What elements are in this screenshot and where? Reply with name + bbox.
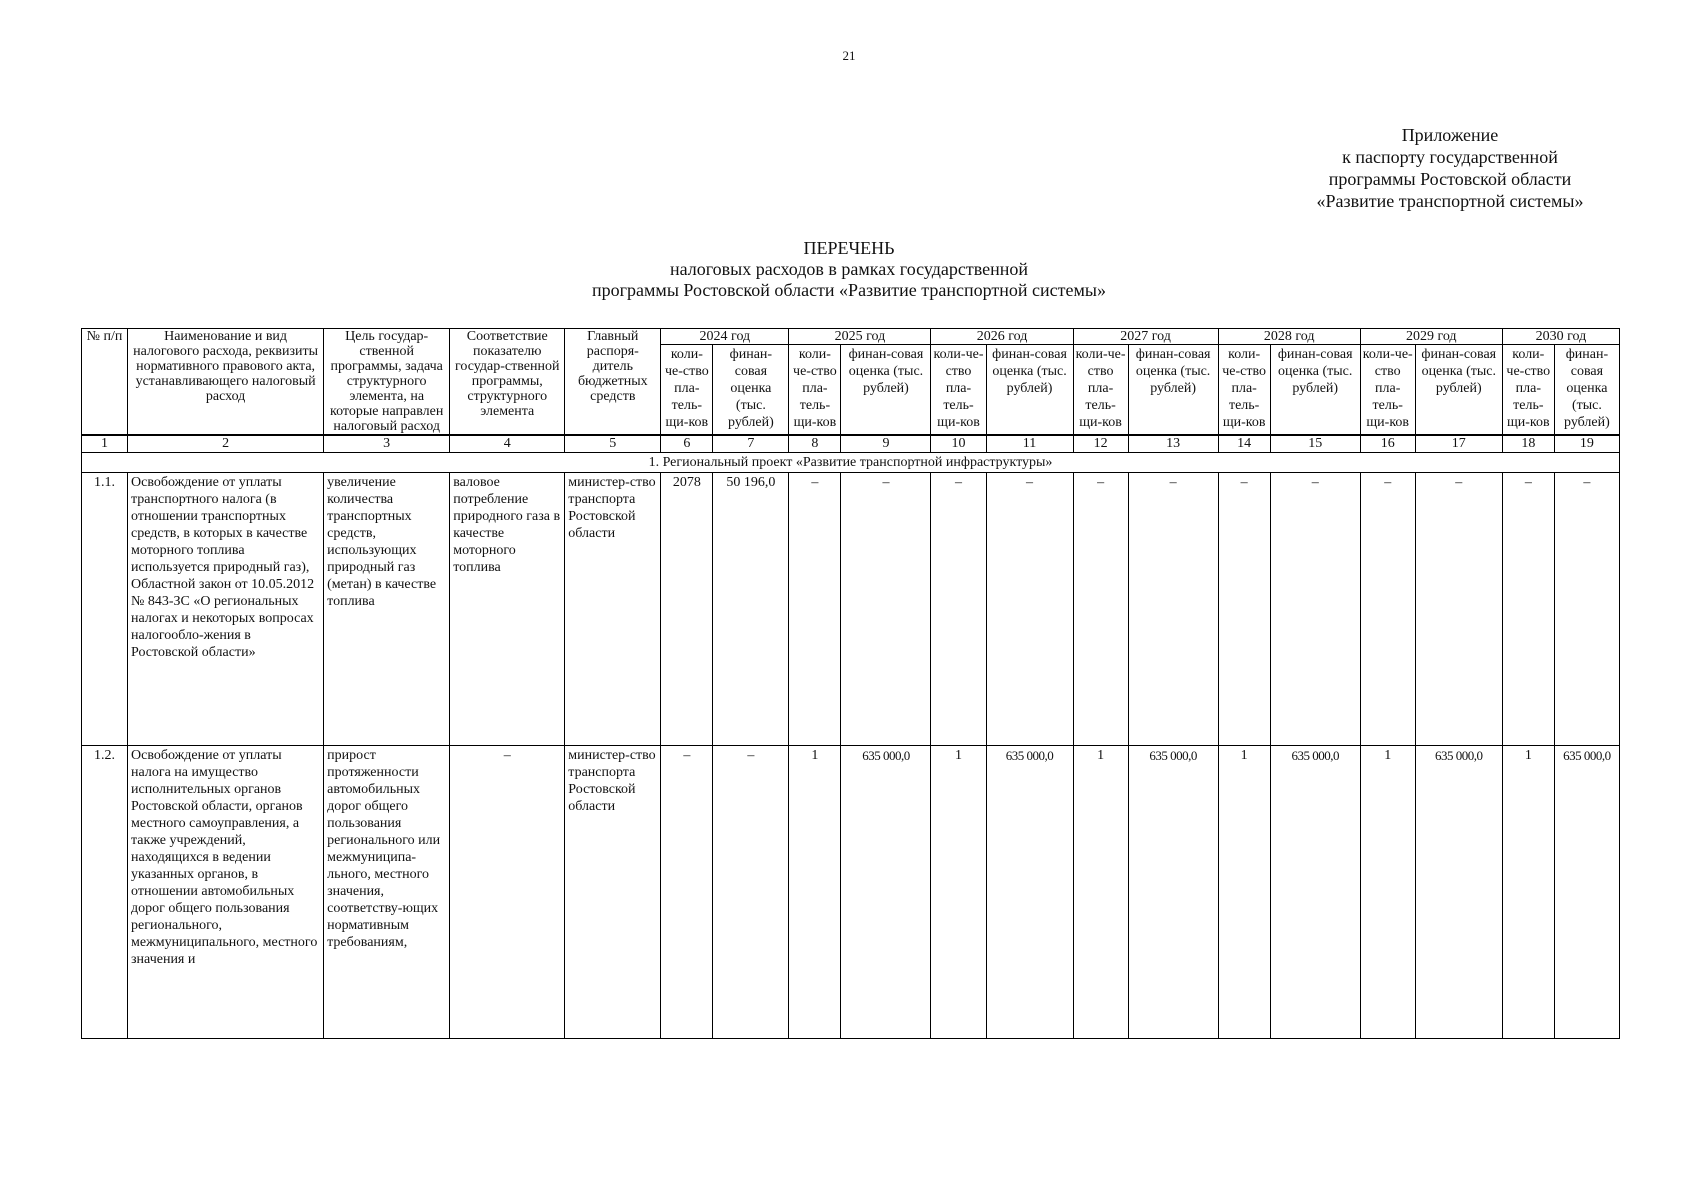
row-value: 635 000,0 xyxy=(1554,746,1619,1039)
column-number: 13 xyxy=(1128,435,1218,453)
column-number: 15 xyxy=(1270,435,1360,453)
row-value: – xyxy=(1554,473,1619,746)
column-number: 9 xyxy=(841,435,931,453)
column-number: 6 xyxy=(661,435,713,453)
header-financial: финан-совая оценка (тыс. рублей) xyxy=(1128,345,1218,436)
header-year: 2027 год xyxy=(1073,329,1218,345)
row-name: Освобождение от уплаты транспортного налога (в отношении транспортных средств, в которых в качестве моторного топлива используется природный газ), Областной закон от 10.05.2012 № 843-ЗС «О региональных налогах и некоторых вопросах налогообло-жения в Ростовской области» xyxy=(128,473,324,746)
tax-expenditure-table xyxy=(81,328,1620,1039)
row-goal: увеличение количества транспортных средств, использующих природный газ (метан) в качестве топлива xyxy=(324,473,450,746)
row-value: 1 xyxy=(931,746,986,1039)
row-value: – xyxy=(1128,473,1218,746)
row-value: 635 000,0 xyxy=(1270,746,1360,1039)
row-number: 1.1. xyxy=(82,473,128,746)
section-row xyxy=(82,453,1620,473)
header-financial: финан-совая оценка (тыс. рублей) xyxy=(1554,345,1619,436)
row-name: Освобождение от уплаты налога на имущество исполнительных органов Ростовской области, органов местного самоуправления, а также учреждений, находящихся в ведении указанных органов, в отношении автомобильных дорог общего пользования регионального, межмуниципального, местного значения и xyxy=(128,746,324,1039)
page-number: 21 xyxy=(842,48,856,63)
column-number: 2 xyxy=(128,435,324,453)
appendix-line: «Развитие транспортной системы» xyxy=(1316,191,1584,211)
row-value: – xyxy=(1502,473,1554,746)
row-value: 50 196,0 xyxy=(713,473,789,746)
header-goal: Цель государ-ственной программы, задача структурного элемента, на которые направлен налоговый расход xyxy=(324,329,450,436)
appendix-line: программы Ростовской области xyxy=(1328,169,1572,189)
column-number: 1 xyxy=(82,435,128,453)
title-line: налоговых расходов в рамках государственной xyxy=(669,259,1029,279)
header-indicator: Соответствие показателю государ-ственной программы, структурного элемента xyxy=(450,329,565,436)
row-value: – xyxy=(789,473,841,746)
row-value: – xyxy=(931,473,986,746)
row-value: 1 xyxy=(1360,746,1415,1039)
column-number: 17 xyxy=(1415,435,1502,453)
row-value: 1 xyxy=(1502,746,1554,1039)
table-row xyxy=(82,473,1620,746)
row-number: 1.2. xyxy=(82,746,128,1039)
row-value: – xyxy=(1270,473,1360,746)
title-line: ПЕРЕЧЕНЬ xyxy=(803,238,895,258)
row-manager: министер-ство транспорта Ростовской области xyxy=(565,473,661,746)
row-value: – xyxy=(661,746,713,1039)
header-year: 2025 год xyxy=(789,329,931,345)
header-year: 2030 год xyxy=(1502,329,1619,345)
appendix-line: Приложение xyxy=(1401,125,1499,145)
row-indicator: – xyxy=(450,746,565,1039)
column-number: 4 xyxy=(450,435,565,453)
header-manager: Главный распоря-дитель бюджетных средств xyxy=(565,329,661,436)
row-value: 635 000,0 xyxy=(986,746,1073,1039)
row-value: – xyxy=(1218,473,1270,746)
header-year: 2029 год xyxy=(1360,329,1502,345)
column-number: 18 xyxy=(1502,435,1554,453)
header-name: Наименование и вид налогового расхода, реквизиты нормативного правового акта, устанавливающего налоговый расход xyxy=(128,329,324,436)
row-value: 635 000,0 xyxy=(1128,746,1218,1039)
row-value: 1 xyxy=(789,746,841,1039)
row-value: 1 xyxy=(1218,746,1270,1039)
table-row xyxy=(82,746,1620,1039)
appendix-block xyxy=(1280,124,1620,212)
header-count: коли-че-ство пла-тель-щи-ков xyxy=(1502,345,1554,436)
row-value: – xyxy=(841,473,931,746)
row-value: – xyxy=(1415,473,1502,746)
header-financial: финан-совая оценка (тыс. рублей) xyxy=(986,345,1073,436)
column-number: 10 xyxy=(931,435,986,453)
column-number: 7 xyxy=(713,435,789,453)
column-number: 3 xyxy=(324,435,450,453)
row-value: 2078 xyxy=(661,473,713,746)
header-count: коли-че-ство пла-тель-щи-ков xyxy=(789,345,841,436)
row-indicator: валовое потребление природного газа в качестве моторного топлива xyxy=(450,473,565,746)
header-financial: финан-совая оценка (тыс. рублей) xyxy=(713,345,789,436)
header-count: коли-че-ство пла-тель-щи-ков xyxy=(1360,345,1415,436)
title-line: программы Ростовской области «Развитие транспортной системы» xyxy=(592,280,1106,300)
header-count: коли-че-ство пла-тель-щи-ков xyxy=(661,345,713,436)
section-title: 1. Региональный проект «Развитие транспортной инфраструктуры» xyxy=(82,453,1620,473)
column-number: 11 xyxy=(986,435,1073,453)
row-goal: прирост протяженности автомобильных дорог общего пользования регионального или межмуниципа-льного, местного значения, соответству-ющих нормативным требованиям, xyxy=(324,746,450,1039)
header-financial: финан-совая оценка (тыс. рублей) xyxy=(1270,345,1360,436)
appendix-line: к паспорту государственной xyxy=(1342,147,1558,167)
column-number: 12 xyxy=(1073,435,1128,453)
document-title xyxy=(0,238,1698,301)
column-number-row xyxy=(82,435,1620,453)
header-count: коли-че-ство пла-тель-щи-ков xyxy=(931,345,986,436)
column-number: 8 xyxy=(789,435,841,453)
row-value: – xyxy=(986,473,1073,746)
row-manager: министер-ство транспорта Ростовской области xyxy=(565,746,661,1039)
column-number: 19 xyxy=(1554,435,1619,453)
header-year: 2026 год xyxy=(931,329,1073,345)
row-value: – xyxy=(713,746,789,1039)
row-value: – xyxy=(1073,473,1128,746)
column-number: 14 xyxy=(1218,435,1270,453)
column-number: 16 xyxy=(1360,435,1415,453)
header-year: 2024 год xyxy=(661,329,789,345)
header-count: коли-че-ство пла-тель-щи-ков xyxy=(1218,345,1270,436)
row-value: 635 000,0 xyxy=(1415,746,1502,1039)
header-year: 2028 год xyxy=(1218,329,1360,345)
column-number: 5 xyxy=(565,435,661,453)
row-value: 635 000,0 xyxy=(841,746,931,1039)
row-value: – xyxy=(1360,473,1415,746)
header-financial: финан-совая оценка (тыс. рублей) xyxy=(1415,345,1502,436)
row-value: 1 xyxy=(1073,746,1128,1039)
header-number: № п/п xyxy=(82,329,128,436)
header-count: коли-че-ство пла-тель-щи-ков xyxy=(1073,345,1128,436)
header-financial: финан-совая оценка (тыс. рублей) xyxy=(841,345,931,436)
